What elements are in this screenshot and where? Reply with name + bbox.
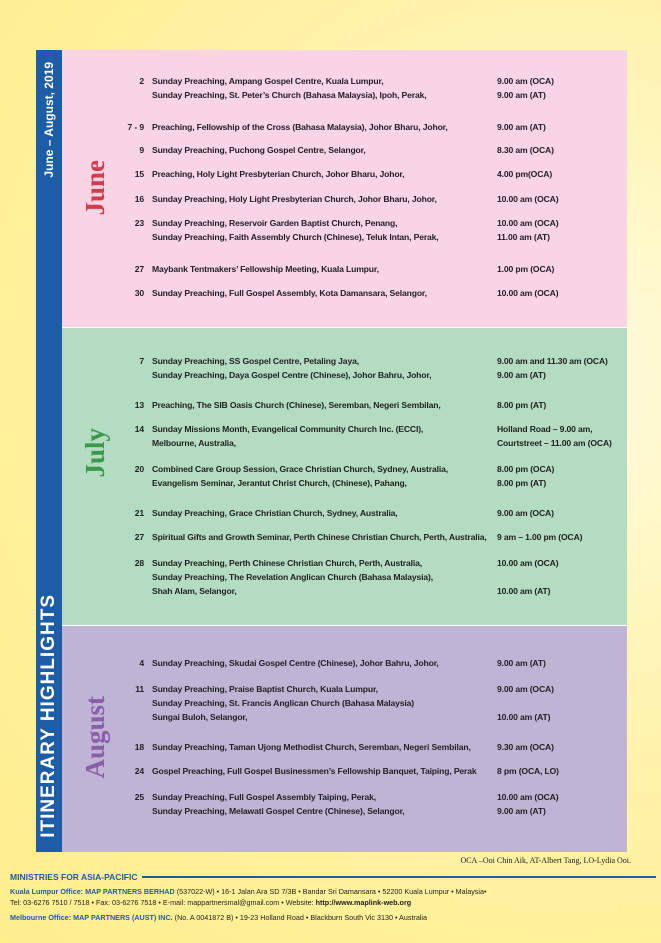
time-line — [497, 570, 625, 584]
day-number: 15 — [134, 169, 144, 179]
event-description — [152, 506, 490, 520]
event-time — [497, 398, 625, 412]
event-line: Maybank Tentmakers’ Fellowship Meeting, Kuala Lumpur, — [152, 264, 379, 274]
time-line: 9.00 am (AT) — [497, 122, 546, 132]
kl-office-label: Kuala Lumpur Office: — [10, 887, 84, 896]
time-line: 9 am – 1.00 pm (OCA) — [497, 532, 583, 542]
website-link[interactable]: http://www.maplink-web.org — [315, 898, 412, 907]
event-line: Preaching, Fellowship of the Cross (Bahasa Malaysia), Johor Bharu, Johor, — [152, 122, 448, 132]
divider — [142, 876, 657, 878]
event-time — [497, 354, 625, 382]
time-line: 9.00 am (AT) — [497, 658, 546, 668]
event-time — [497, 216, 625, 244]
event-description — [152, 740, 490, 754]
day-number: 23 — [134, 218, 144, 228]
event-time — [497, 506, 625, 520]
event-time — [497, 740, 625, 754]
day-number: 24 — [134, 766, 144, 776]
june-section — [62, 50, 627, 328]
event-line: Sunday Preaching, Skudai Gospel Centre (Chinese), Johor Bahru, Johor, — [152, 658, 439, 668]
event-description — [152, 790, 490, 818]
event-line: Sunday Preaching, Full Gospel Assembly Taiping, Perak, — [152, 792, 376, 802]
event-line: Gospel Preaching, Full Gospel Businessmen’s Fellowship Banquet, Taiping, Perak — [152, 766, 477, 776]
time-line: 8.00 pm (AT) — [497, 400, 547, 410]
time-line: 9.00 am and 11.30 am (OCA) — [497, 356, 608, 366]
event-line: Sunday Preaching, Perth Chinese Christian Church, Perth, Australia, — [152, 558, 422, 568]
event-line: Sunday Preaching, SS Gospel Centre, Petaling Jaya, — [152, 356, 359, 366]
event-line: Sunday Preaching, Praise Baptist Church, Kuala Lumpur, — [152, 684, 378, 694]
date-range: June – August, 2019 — [42, 62, 56, 178]
day-number: 27 — [134, 532, 144, 542]
time-line: Holland Road – 9.00 am, — [497, 424, 593, 434]
time-line: 8 pm (OCA, LO) — [497, 766, 559, 776]
kl-office-name: MAP PARTNERS BERHAD — [85, 887, 175, 896]
event-time — [497, 120, 625, 134]
time-line: 9.00 am (OCA) — [497, 76, 554, 86]
event-description — [152, 143, 490, 157]
event-line: Preaching, The SIB Oasis Church (Chinese), Seremban, Negeri Sembilan, — [152, 400, 441, 410]
event-time — [497, 556, 625, 598]
event-line: Sungai Buloh, Selangor, — [152, 712, 248, 722]
event-time — [497, 167, 625, 181]
event-line: Sunday Preaching, Daya Gospel Centre (Chinese), Johor Bahru, Johor, — [152, 370, 432, 380]
july-section — [62, 328, 627, 626]
event-line: Sunday Preaching, Reservoir Garden Baptist Church, Penang, — [152, 218, 398, 228]
time-line — [497, 696, 625, 710]
event-line: Spiritual Gifts and Growth Seminar, Perth Chinese Christian Church, Perth, Australia, — [152, 532, 487, 542]
time-line: 4.00 pm(OCA) — [497, 169, 553, 179]
event-time — [497, 530, 625, 544]
time-line: 11.00 am (AT) — [497, 232, 550, 242]
time-line: 10.00 am (OCA) — [497, 792, 559, 802]
month-label-august: August — [80, 696, 110, 779]
month-label-june: June — [80, 160, 110, 216]
event-line: Sunday Preaching, Holy Light Presbyterian Church, Johor Bharu, Johor, — [152, 194, 437, 204]
melbourne-office — [10, 912, 656, 923]
time-line: 10.00 am (AT) — [497, 586, 551, 596]
time-line: 9.00 am (OCA) — [497, 684, 554, 694]
event-description — [152, 398, 490, 412]
melbourne-office-address: (No. A 0041872 B) • 19-23 Holland Road • Blackburn South Vic 3130 • Australia — [174, 913, 428, 922]
time-line: 9.00 am (AT) — [497, 370, 546, 380]
day-number: 7 - 9 — [127, 122, 144, 132]
kl-office — [10, 886, 656, 908]
event-line: Sunday Preaching, St. Peter’s Church (Bahasa Malaysia), Ipoh, Perak, — [152, 90, 427, 100]
event-line: Shah Alam, Selangor, — [152, 586, 237, 596]
event-time — [497, 462, 625, 490]
event-description — [152, 262, 490, 276]
event-time — [497, 682, 625, 724]
event-line: Sunday Preaching, Full Gospel Assembly, Kota Damansara, Selangor, — [152, 288, 427, 298]
event-description — [152, 74, 490, 102]
day-number: 16 — [134, 194, 144, 204]
month-label-july: July — [80, 428, 110, 478]
event-time — [497, 74, 625, 102]
time-line: 9.30 am (OCA) — [497, 742, 554, 752]
event-line: Sunday Preaching, Taman Ujong Methodist Church, Seremban, Negeri Sembilan, — [152, 742, 471, 752]
event-description — [152, 556, 490, 598]
august-section — [62, 626, 627, 852]
day-number: 25 — [134, 792, 144, 802]
event-time — [497, 764, 625, 778]
event-line: Sunday Preaching, Melawati Gospel Centre (Chinese), Selangor, — [152, 806, 405, 816]
time-line: 9.00 am (OCA) — [497, 508, 554, 518]
event-line: Sunday Preaching, St. Francis Anglican Church (Bahasa Malaysia) — [152, 698, 414, 708]
day-number: 13 — [134, 400, 144, 410]
event-time — [497, 143, 625, 157]
event-time — [497, 192, 625, 206]
day-number: 21 — [134, 508, 144, 518]
event-description — [152, 354, 490, 382]
event-line: Preaching, Holy Light Presbyterian Church, Johor Bharu, Johor, — [152, 169, 405, 179]
time-line: 8.00 pm (OCA) — [497, 464, 555, 474]
sidebar-banner — [36, 50, 62, 852]
time-line: 10.00 am (OCA) — [497, 218, 559, 228]
event-description — [152, 656, 490, 670]
event-time — [497, 656, 625, 670]
event-time — [497, 790, 625, 818]
day-number: 30 — [134, 288, 144, 298]
time-line: 8.30 am (OCA) — [497, 145, 554, 155]
ministries-heading — [10, 872, 656, 882]
event-description — [152, 167, 490, 181]
melbourne-office-label: Melbourne Office: — [10, 913, 72, 922]
day-number: 7 — [139, 356, 144, 366]
day-number: 18 — [134, 742, 144, 752]
kl-office-contact: Tel: 03-6276 7510 / 7518 • Fax: 03-6276 7518 • E-mail: mappartnersmal@gmail.com • Website: — [10, 898, 314, 907]
time-line: 9.00 am (AT) — [497, 806, 546, 816]
ministries-label: MINISTRIES FOR ASIA-PACIFIC — [10, 872, 138, 882]
time-line: 10.00 am (OCA) — [497, 558, 559, 568]
event-time — [497, 262, 625, 276]
time-line: 10.00 am (OCA) — [497, 194, 559, 204]
event-description — [152, 286, 490, 300]
time-line: 10.00 am (AT) — [497, 712, 551, 722]
event-line: Combined Care Group Session, Grace Christian Church, Sydney, Australia, — [152, 464, 448, 474]
event-time — [497, 422, 625, 450]
event-description — [152, 216, 490, 244]
time-line: Courtstreet – 11.00 am (OCA) — [497, 438, 612, 448]
day-number: 28 — [134, 558, 144, 568]
event-line: Sunday Preaching, Grace Christian Church, Sydney, Australia, — [152, 508, 398, 518]
day-number: 14 — [134, 424, 144, 434]
event-description — [152, 120, 490, 134]
day-number: 20 — [134, 464, 144, 474]
initials-legend: OCA –Ooi Chin Aik, AT-Albert Tang, LO-Lydia Ooi. — [460, 856, 631, 865]
time-line: 9.00 am (AT) — [497, 90, 546, 100]
event-description — [152, 682, 490, 724]
page-title: ITINERARY HIGHLIGHTS — [38, 594, 59, 838]
day-number: 2 — [139, 76, 144, 86]
kl-office-address: (537022-W) • 16-1 Jalan Ara SD 7/3B • Bandar Sri Damansara • 52200 Kuala Lumpur • Malaysia• — [176, 887, 487, 896]
event-description — [152, 192, 490, 206]
event-time — [497, 286, 625, 300]
event-line: Sunday Preaching, Ampang Gospel Centre, Kuala Lumpur, — [152, 76, 384, 86]
event-line: Sunday Preaching, Faith Assembly Church (Chinese), Teluk Intan, Perak, — [152, 232, 439, 242]
event-line: Sunday Preaching, Puchong Gospel Centre, Selangor, — [152, 145, 366, 155]
day-number: 27 — [134, 264, 144, 274]
event-line: Sunday Missions Month, Evangelical Community Church Inc. (ECCI), — [152, 424, 424, 434]
time-line: 8.00 pm (AT) — [497, 478, 547, 488]
event-line: Evangelism Seminar, Jerantut Christ Church, (Chinese), Pahang, — [152, 478, 407, 488]
event-line: Melbourne, Australia, — [152, 438, 236, 448]
event-description — [152, 530, 490, 544]
day-number: 9 — [139, 145, 144, 155]
event-description — [152, 422, 490, 450]
event-description — [152, 462, 490, 490]
day-number: 11 — [135, 684, 144, 694]
time-line: 1.00 pm (OCA) — [497, 264, 555, 274]
event-description — [152, 764, 490, 778]
event-line: Sunday Preaching, The Revelation Anglican Church (Bahasa Malaysia), — [152, 572, 433, 582]
melbourne-office-name: MAP PARTNERS (AUST) INC. — [73, 913, 173, 922]
time-line: 10.00 am (OCA) — [497, 288, 559, 298]
day-number: 4 — [139, 658, 144, 668]
